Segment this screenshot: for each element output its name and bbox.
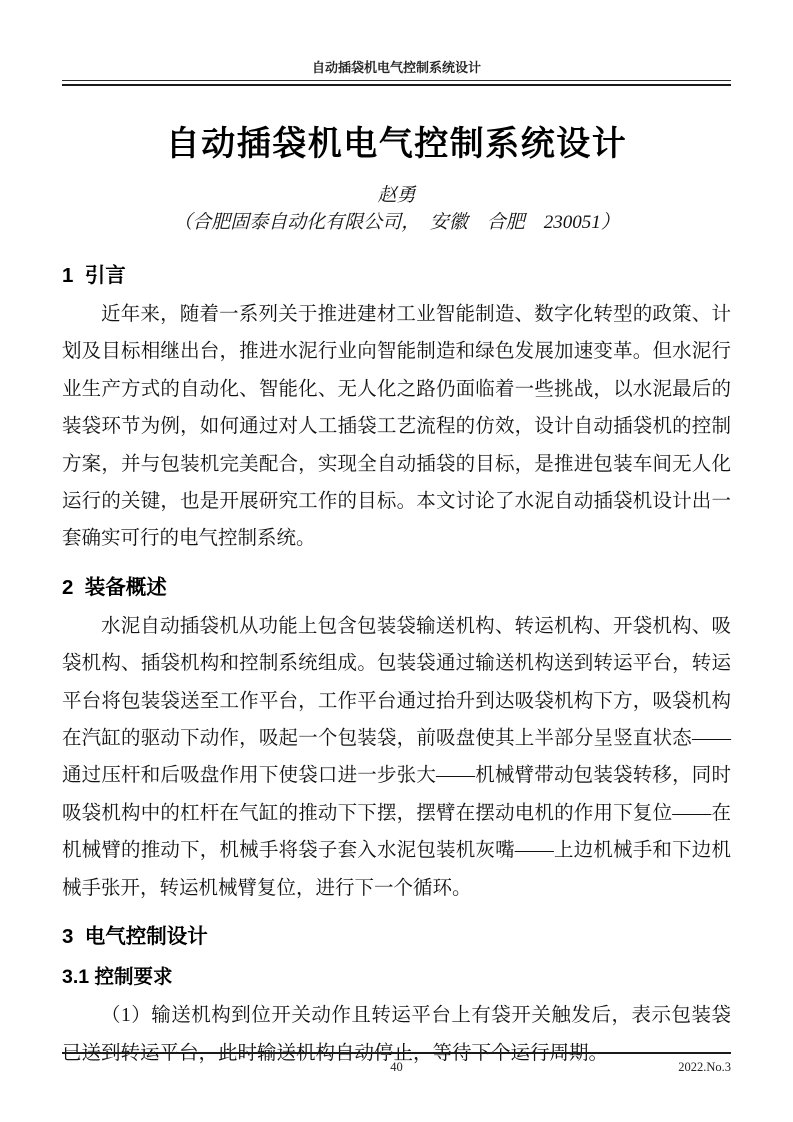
section-1-heading: 1 引言 (62, 264, 126, 287)
author-affiliation: （合肥固泰自动化有限公司， 安徽 合肥 230051） (173, 212, 620, 233)
header-rule-thick (62, 84, 731, 86)
section-1-paragraph: 近年来，随着一系列关于推进建材工业智能制造、数字化转型的政策、计划及目标相继出台，推进水泥行业向智能制造和绿色发展加速变革。但水泥行业生产方式的自动化、智能化、无人化之路仍面临着一些挑战，以水泥最后的装袋环节为例，如何通过对人工插袋工艺流程的仿效，设计自动插袋机的控制方案，并与包装机完美配合，实现全自动插袋的目标，是推进包装车间无人化运行的关键，也是开展研究工作的目标。本文讨论了水泥自动插袋机设计出一套确实可行的电气控制系统。 (62, 304, 731, 550)
page-footer (62, 1058, 731, 1076)
author-name: 赵勇 (377, 185, 416, 206)
section-2-heading: 2 装备概述 (62, 575, 167, 599)
running-header-title: 自动插袋机电气控制系统设计 (311, 60, 481, 75)
section-2-paragraph: 水泥自动插袋机从功能上包含包装袋输送机构、转运机构、开袋机构、吸袋机构、插袋机构和控制系统组成。包装袋通过输送机构送到转运平台，转运平台将包装袋送至工作平台，工作平台通过抬升到达吸袋机构下方，吸袋机构在汽缸的驱动下动作，吸起一个包装袋，前吸盘使其上半部分呈竖直状态——通过压杆和后吸盘作用下使袋口进一步张大——机械臂带动包装袋转移，同时吸袋机构中的杠杆在气缸的推动下下摆，摆臂在摆动电机的作用下复位——在机械臂的推动下，机械手将袋子套入水泥包装机灰嘴——上边机械手和下边机械手张开，转运机械臂复位，进行下一个循环。 (62, 615, 731, 899)
section-3-1-paragraph: （1）输送机构到位开关动作且转运平台上有袋开关触发后，表示包装袋已送到转运平台，此时输送机构自动停止，等待下个运行周期。 (62, 1005, 731, 1064)
article-title: 自动插袋机电气控制系统设计 (165, 125, 628, 163)
issue-label: 2022.No.3 (678, 1060, 731, 1074)
section-3-1-heading: 3.1 控制要求 (62, 966, 173, 989)
header-rule-thin (62, 80, 731, 81)
footer-rule (62, 1052, 731, 1054)
page-number: 40 (390, 1060, 403, 1074)
section-3-heading: 3 电气控制设计 (62, 925, 208, 949)
